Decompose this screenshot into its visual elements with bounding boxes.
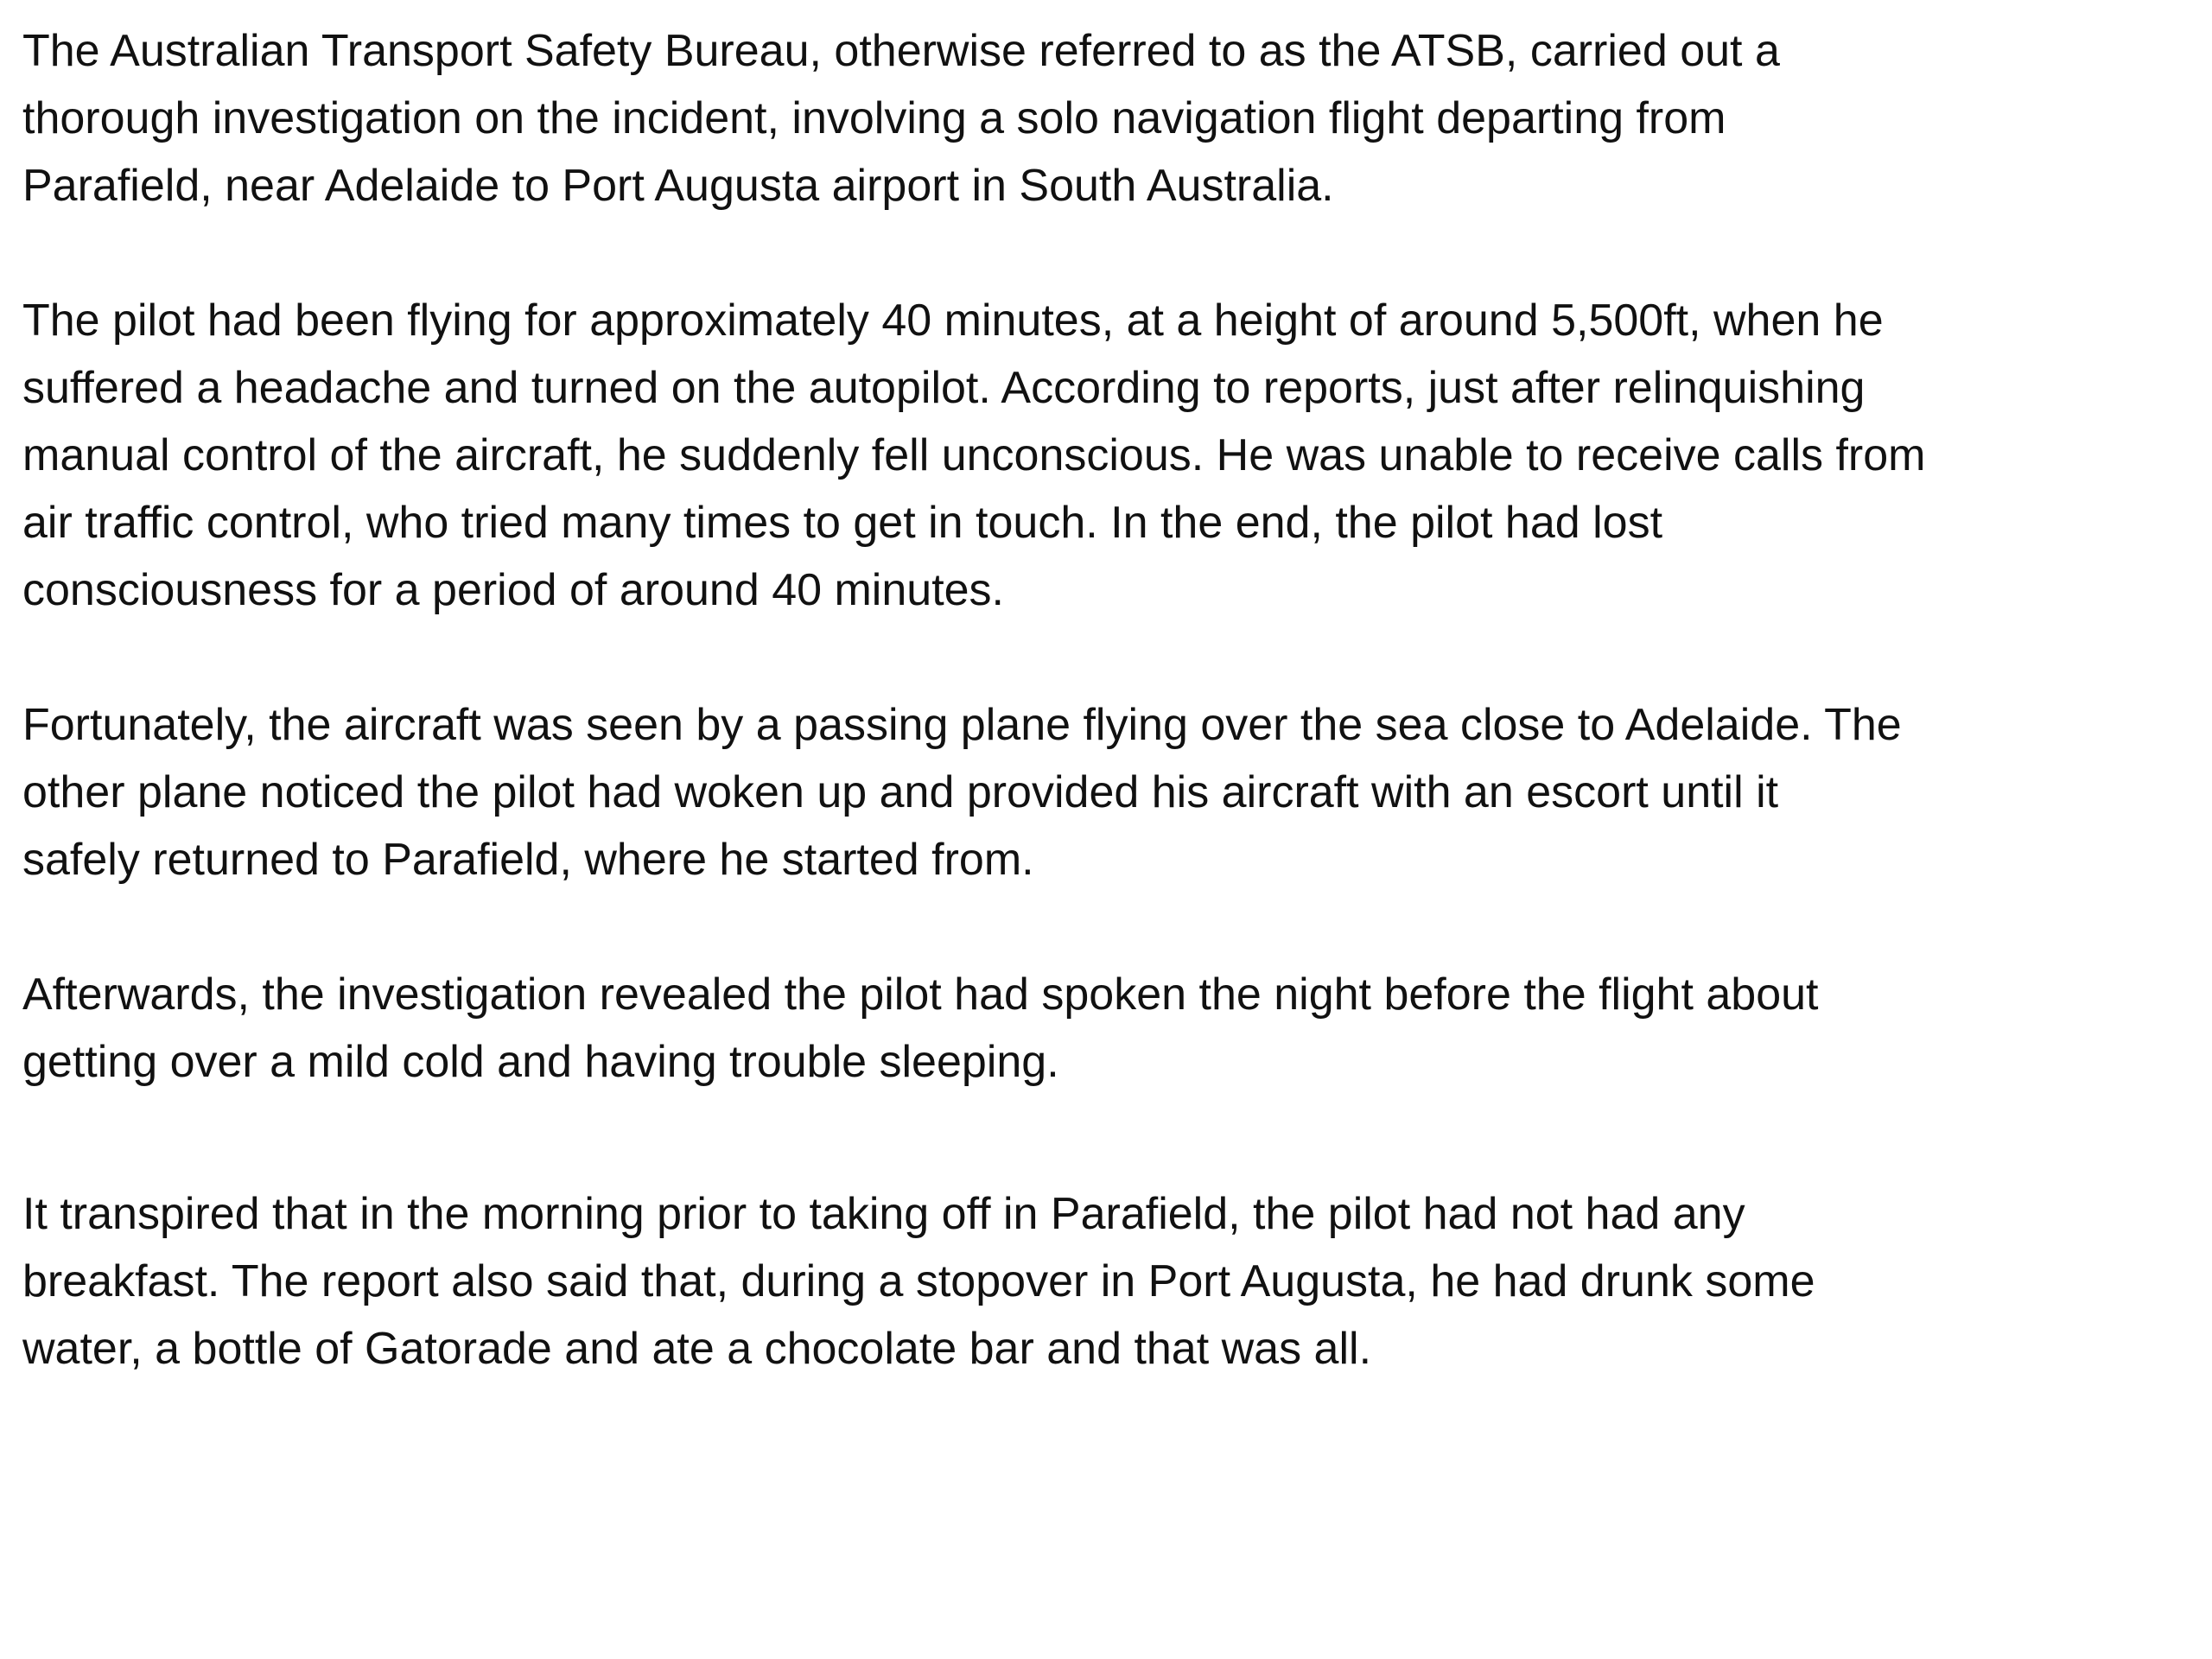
paragraph-pilot-unconscious: [22, 287, 2191, 624]
text-line: Fortunately, the aircraft was seen by a passing plane flying over the sea close to Adelaide. The: [22, 700, 1902, 750]
text-line: manual control of the aircraft, he suddenly fell unconscious. He was unable to receive calls from: [22, 430, 1926, 480]
text-line: thorough investigation on the incident, involving a solo navigation flight departing from: [22, 93, 1726, 143]
text-line: air traffic control, who tried many times to get in touch. In the end, the pilot had lost: [22, 498, 1663, 548]
paragraph-food-intake: [22, 1180, 2191, 1382]
text-line: breakfast. The report also said that, during a stopover in Port Augusta, he had drunk some: [22, 1256, 1815, 1306]
text-line: Afterwards, the investigation revealed the pilot had spoken the night before the flight about: [22, 969, 1819, 1020]
paragraph-atsb-investigation: [22, 17, 2191, 219]
text-line: water, a bottle of Gatorade and ate a chocolate bar and that was all.: [22, 1324, 1372, 1374]
text-line: other plane noticed the pilot had woken up and provided his aircraft with an escort until it: [22, 767, 1779, 817]
text-line: suffered a headache and turned on the autopilot. According to reports, just after relinquishing: [22, 363, 1866, 413]
text-line: getting over a mild cold and having trouble sleeping.: [22, 1037, 1059, 1087]
text-line: The pilot had been flying for approximately 40 minutes, at a height of around 5,500ft, when he: [22, 296, 1884, 346]
text-line: safely returned to Parafield, where he started from.: [22, 835, 1034, 885]
text-line: It transpired that in the morning prior to taking off in Parafield, the pilot had not had any: [22, 1189, 1745, 1239]
text-line: The Australian Transport Safety Bureau, otherwise referred to as the ATSB, carried out a: [22, 26, 1780, 76]
paragraph-escort-return: [22, 691, 2191, 893]
text-line: Parafield, near Adelaide to Port Augusta airport in South Australia.: [22, 161, 1334, 211]
text-line: consciousness for a period of around 40 minutes.: [22, 565, 1005, 615]
document-body: [22, 17, 2191, 1450]
paragraph-investigation-findings: [22, 961, 2191, 1096]
